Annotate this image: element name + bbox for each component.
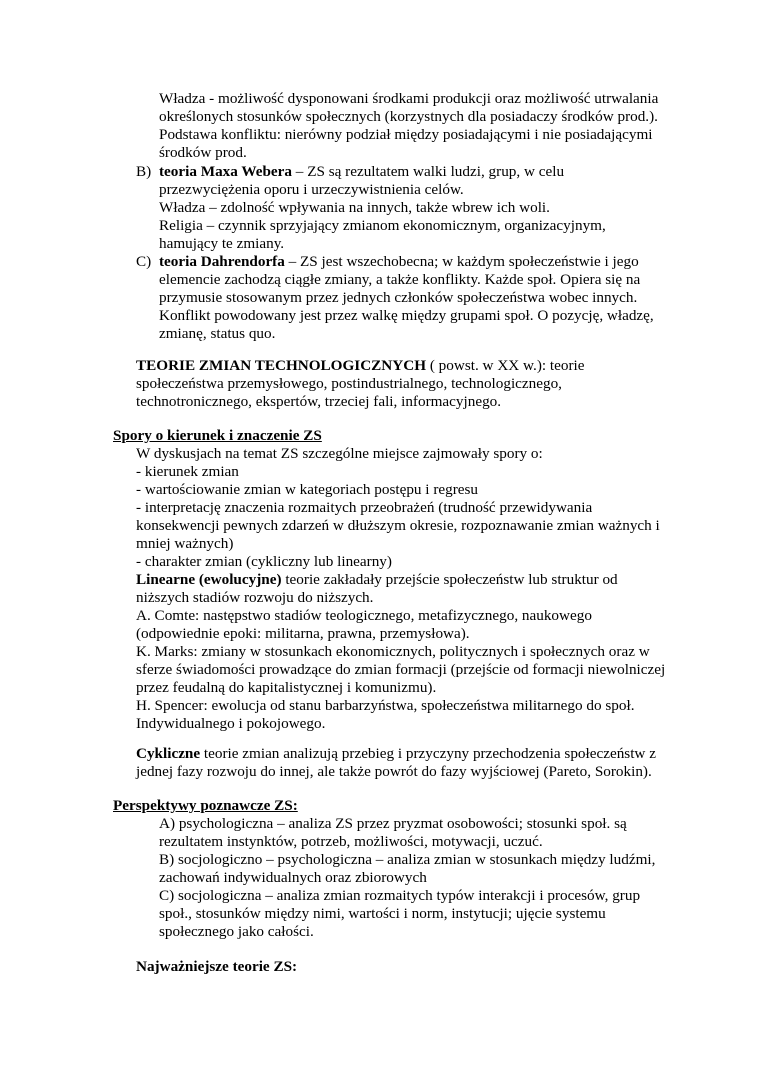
weber-line-1 <box>159 163 564 181</box>
cykliczne-title: Cykliczne <box>136 745 201 762</box>
dahrendorf-line-1 <box>159 253 639 271</box>
linearne-line <box>136 571 618 589</box>
techno-line-1 <box>136 357 584 375</box>
dahrendorf-title: teoria Dahrendorfa <box>159 253 285 270</box>
text-line: środków prod. <box>159 144 247 161</box>
text-line: sferze świadomości prowadzące do zmian formacji (przejście od formacji niewolniczej <box>136 661 666 678</box>
text-line: Indywidualnego i pokojowego. <box>136 715 326 732</box>
text-line: hamujący te zmiany. <box>159 235 285 252</box>
text-line: W dyskusjach na temat ZS szczególne miejsce zajmowały spory o: <box>136 445 543 462</box>
text-line: Religia – czynnik sprzyjający zmianom ekonomicznym, organizacyjnym, <box>159 217 606 234</box>
text-line: mniej ważnych) <box>136 535 234 552</box>
text-line: przymusie stosowanym przez jednych członków społeczeństwa wobec innych. <box>159 289 638 306</box>
text-line: - kierunek zmian <box>136 463 239 480</box>
section-heading-najwazniejsze: Najważniejsze teorie ZS: <box>136 958 298 975</box>
text-line: - charakter zmian (cykliczny lub linearny) <box>136 553 392 570</box>
text-line: społ., stosunków między nimi, wartości i norm, instytucji; ujęcie systemu <box>159 905 606 922</box>
text-line: - interpretację znaczenia rozmaitych przeobrażeń (trudność przewidywania <box>136 499 593 516</box>
text-line: C) socjologiczna – analiza zmian rozmaitych typów interakcji i procesów, grup <box>159 887 641 904</box>
text-line: Władza – zdolność wpływania na innych, także wbrew ich woli. <box>159 199 550 216</box>
text-line: - wartościowanie zmian w kategoriach postępu i regresu <box>136 481 479 498</box>
text-line: Władza - możliwość dysponowani środkami produkcji oraz możliwość utrwalania <box>159 90 659 107</box>
linearne-title: Linearne (ewolucyjne) <box>136 571 282 588</box>
text-line: rezultatem instynktów, potrzeb, możliwości, motywacji, uczuć. <box>159 833 543 850</box>
text-line: niższych stadiów rozwoju do niższych. <box>136 589 374 606</box>
text-line: A. Comte: następstwo stadiów teologicznego, metafizycznego, naukowego <box>136 607 592 624</box>
text-line: H. Spencer: ewolucja od stanu barbarzyństwa, społeczeństwa militarnego do społ. <box>136 697 635 714</box>
cykliczne-rest: teorie zmian analizują przebieg i przyczyny przechodzenia społeczeństw z <box>200 745 656 762</box>
text-line: Konflikt powodowany jest przez walkę między grupami społ. O pozycję, władzę, <box>159 307 654 324</box>
text-line: społeczeństwa przemysłowego, postindustrialnego, technologicznego, <box>136 375 562 392</box>
text-line: przez feudalną do kapitalistycznej i komunizmu). <box>136 679 437 696</box>
text-line: określonych stosunków społecznych (korzystnych dla posiadaczy środków prod.). <box>159 108 658 125</box>
text-line: Podstawa konfliktu: nierówny podział między posiadającymi i nie posiadającymi <box>159 126 653 143</box>
weber-title: teoria Maxa Webera <box>159 163 292 180</box>
list-marker-b: B) <box>136 163 152 180</box>
weber-line-1-rest: – ZS są rezultatem walki ludzi, grup, w celu <box>292 163 565 180</box>
techno-title: TEORIE ZMIAN TECHNOLOGICZNYCH <box>136 357 427 374</box>
text-line: jednej fazy rozwoju do innej, ale także powrót do fazy wyjściowej (Pareto, Sorokin). <box>136 763 652 780</box>
text-line: zachowań indywidualnych oraz zbiorowych <box>159 869 427 886</box>
text-line: (odpowiednie epoki: militarna, prawna, przemysłowa). <box>136 625 470 642</box>
text-line: elemencie zachodzą ciągłe zmiany, a także konflikty. Każde społ. Opiera się na <box>159 271 641 288</box>
text-line: zmianę, status quo. <box>159 325 276 342</box>
section-heading-perspektywy: Perspektywy poznawcze ZS: <box>113 797 298 814</box>
dahrendorf-line-1-rest: – ZS jest wszechobecna; w każdym społeczeństwie i jego <box>284 253 639 270</box>
text-line: społecznego jako całości. <box>159 923 314 940</box>
section-heading-spory: Spory o kierunek i znaczenie ZS <box>113 427 322 444</box>
techno-line-1-rest: ( powst. w XX w.): teorie <box>426 357 585 374</box>
text-line: B) socjologiczno – psychologiczna – analiza zmian w stosunkach między ludźmi, <box>159 851 656 868</box>
cykliczne-line <box>136 745 656 763</box>
text-line: A) psychologiczna – analiza ZS przez pryzmat osobowości; stosunki społ. są <box>159 815 627 832</box>
list-marker-c: C) <box>136 253 152 270</box>
linearne-rest: teorie zakładały przejście społeczeństw lub struktur od <box>281 571 618 588</box>
text-line: K. Marks: zmiany w stosunkach ekonomicznych, politycznych i społecznych oraz w <box>136 643 650 660</box>
text-line: technotronicznego, ekspertów, trzeciej fali, informacyjnego. <box>136 393 502 410</box>
text-line: konsekwencji pewnych zdarzeń w dłuższym okresie, rozpoznawanie zmian ważnych i <box>136 517 660 534</box>
text-line: przezwyciężenia oporu i urzeczywistnienia celów. <box>159 181 464 198</box>
